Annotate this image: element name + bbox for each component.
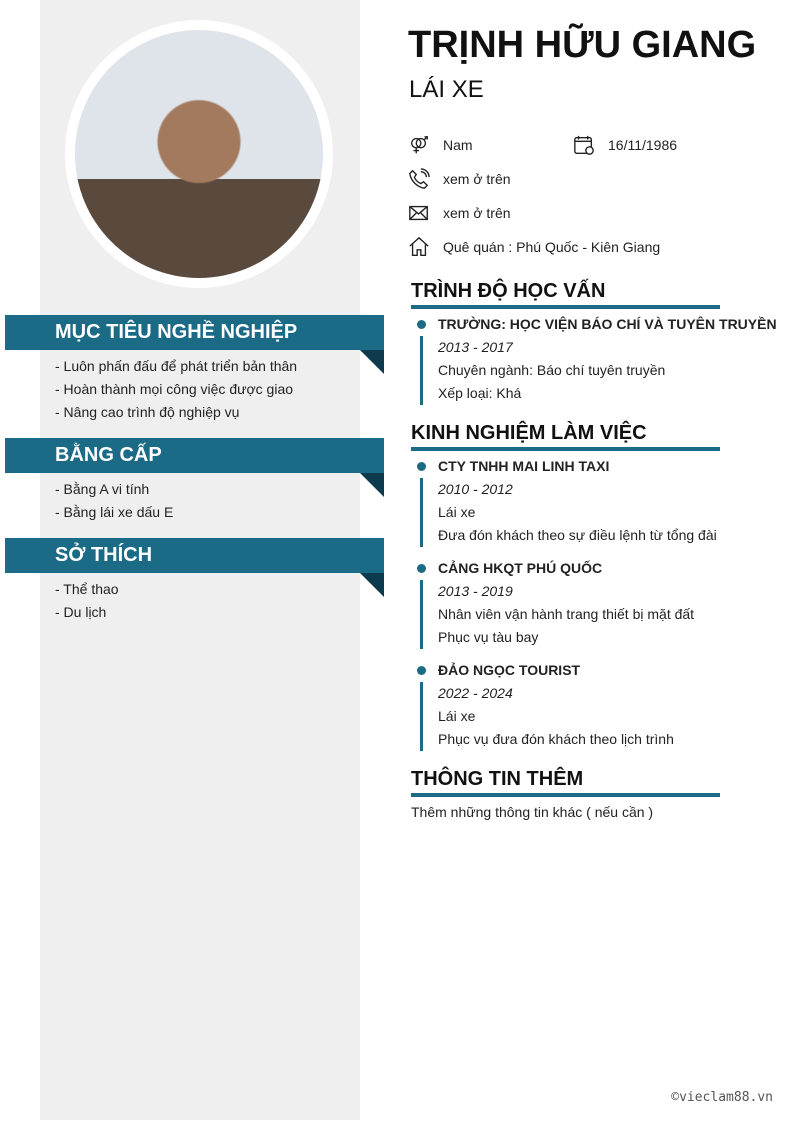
detail: Xếp loại: Khá xyxy=(438,385,522,401)
company-name: CẢNG HKQT PHÚ QUỐC xyxy=(438,560,603,576)
list-item: - Bằng lái xe dấu E xyxy=(55,504,174,520)
gender-row xyxy=(408,134,473,156)
detail: Lái xe xyxy=(438,504,476,520)
detail: Lái xe xyxy=(438,708,476,724)
email-row xyxy=(408,202,511,224)
list-item: - Du lịch xyxy=(55,604,107,620)
home-row xyxy=(408,236,660,258)
certs-list xyxy=(55,478,173,524)
banner-fold xyxy=(360,573,384,597)
dob-value: 16/11/1986 xyxy=(608,137,678,153)
education-heading: TRÌNH ĐỘ HỌC VẤN xyxy=(411,280,720,309)
period: 2013 - 2017 xyxy=(438,339,513,355)
phone-icon xyxy=(408,168,430,190)
list-item: - Bằng A vi tính xyxy=(55,481,150,497)
experience-entry xyxy=(420,659,674,751)
envelope-icon xyxy=(408,202,430,224)
list-item: - Nâng cao trình độ nghiệp vụ xyxy=(55,404,240,420)
detail: Đưa đón khách theo sự điều lệnh từ tổng đài xyxy=(438,527,717,543)
phone-value: xem ở trên xyxy=(443,171,511,187)
hobbies-heading: SỞ THÍCH xyxy=(5,538,384,573)
gender-value: Nam xyxy=(443,137,473,153)
education-entry xyxy=(420,313,777,405)
watermark: ©vieclam88.vn xyxy=(671,1090,773,1105)
experience-entry xyxy=(420,557,694,649)
period: 2022 - 2024 xyxy=(438,685,513,701)
period: 2010 - 2012 xyxy=(438,481,513,497)
company-name: ĐẢO NGỌC TOURIST xyxy=(438,662,581,678)
candidate-name: TRỊNH HỮU GIANG xyxy=(408,24,757,66)
experience-heading: KINH NGHIỆM LÀM VIỆC xyxy=(411,422,720,451)
list-item: - Hoàn thành mọi công việc được giao xyxy=(55,381,294,397)
home-value: Quê quán : Phú Quốc - Kiên Giang xyxy=(443,239,661,255)
extra-heading: THÔNG TIN THÊM xyxy=(411,768,720,797)
list-item: - Thể thao xyxy=(55,581,119,597)
hobbies-list xyxy=(55,578,119,624)
dob-row xyxy=(573,134,677,156)
job-title: LÁI XE xyxy=(409,76,484,103)
objective-heading: MỤC TIÊU NGHỀ NGHIỆP xyxy=(5,315,384,350)
gender-icon xyxy=(408,134,430,156)
banner-fold xyxy=(360,473,384,497)
objective-list xyxy=(55,355,297,424)
phone-row xyxy=(408,168,511,190)
detail: Phục vụ tàu bay xyxy=(438,629,539,645)
banner-fold xyxy=(360,350,384,374)
detail: Chuyên ngành: Báo chí tuyên truyền xyxy=(438,362,666,378)
calendar-icon xyxy=(573,134,595,156)
detail: Phục vụ đưa đón khách theo lịch trình xyxy=(438,731,674,747)
list-item: - Luôn phấn đấu để phát triển bản thân xyxy=(55,358,298,374)
home-icon xyxy=(408,236,430,258)
extra-text: Thêm những thông tin khác ( nếu cần ) xyxy=(411,804,654,820)
company-name: CTY TNHH MAI LINH TAXI xyxy=(438,458,610,474)
school-name: TRƯỜNG: HỌC VIỆN BÁO CHÍ VÀ TUYÊN TRUYỀN xyxy=(438,316,777,332)
detail: Nhân viên vận hành trang thiết bị mặt đất xyxy=(438,606,695,622)
certs-heading: BẰNG CẤP xyxy=(5,438,384,473)
period: 2013 - 2019 xyxy=(438,583,513,599)
experience-entry xyxy=(420,455,717,547)
email-value: xem ở trên xyxy=(443,205,511,221)
profile-photo xyxy=(65,20,333,288)
